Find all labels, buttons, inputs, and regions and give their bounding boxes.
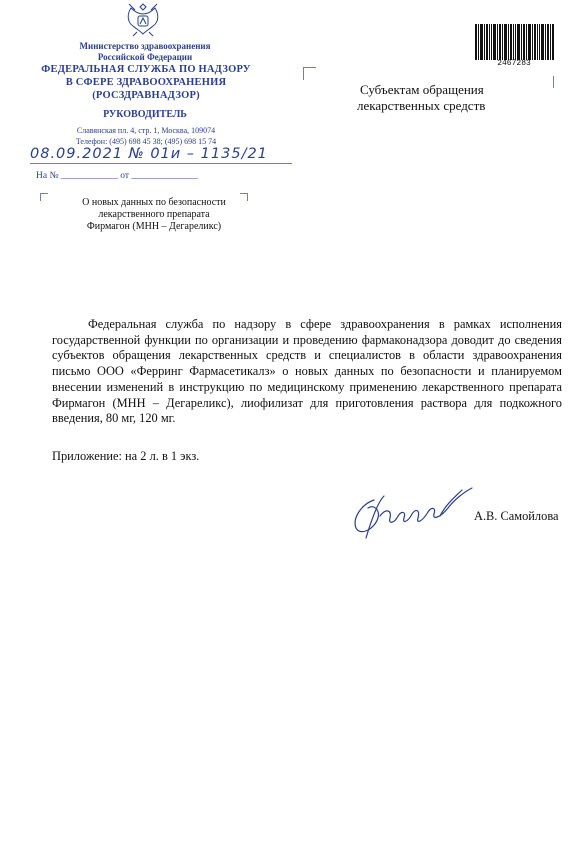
service-line: ФЕДЕРАЛЬНАЯ СЛУЖБА ПО НАДЗОРУ xyxy=(41,64,251,75)
service-line: (РОСЗДРАВНАДЗОР) xyxy=(92,90,200,101)
barcode-number: 2467283 xyxy=(497,59,531,68)
subject-line: лекарственного препарата xyxy=(98,209,210,220)
subject-line: О новых данных по безопасности xyxy=(82,197,226,208)
signature-icon xyxy=(344,478,486,544)
addressee-line: лекарственных средств xyxy=(357,97,486,113)
service-name xyxy=(30,63,262,102)
addressee-bracket-right xyxy=(552,76,554,88)
contact-block xyxy=(30,125,262,147)
subject-line: Фирмагон (МНН – Дегареликс) xyxy=(86,221,222,232)
addressee-line: Субъектам обращения xyxy=(360,82,484,97)
appendix: Приложение: на 2 л. в 1 экз. xyxy=(52,449,200,463)
ministry-name xyxy=(40,41,250,63)
reference-line: На № ____________ от ______________ xyxy=(36,171,198,181)
addressee-bracket-left xyxy=(303,67,316,80)
ministry-line: Министерство здравоохранения xyxy=(79,41,211,51)
body-text: Федеральная служба по надзору в сфере здравоохранения в рамках исполнения государственной функции по организации и проведению фармаконадзора доводит до сведения субъектов обращения лекарственных средств и специалистов в области здравоохранения письмо ООО «Ферринг Фармасетикалз» о новых данных по безопасности и планируемом внесении изменений в инструкцию по медицинскому применению лекарственного препарата Фирмагон (МНН – Дегареликс), лиофилизат для приготовления раствора для подкожного введения, 80 мг, 120 мг. xyxy=(52,317,562,426)
phone: Телефон: (495) 698 45 38; (495) 698 15 74 xyxy=(75,137,217,146)
barcode-icon xyxy=(474,24,554,60)
service-line: В СФЕРЕ ЗДРАВООХРАНЕНИЯ xyxy=(65,77,227,88)
outgoing-date-number: 08.09.2021 № 01и – 1135/21 xyxy=(30,146,268,162)
address: Славянская пл. 4, стр. 1, Москва, 109074 xyxy=(76,126,216,135)
coat-of-arms-icon xyxy=(123,0,163,38)
head-title: РУКОВОДИТЕЛЬ xyxy=(103,109,187,120)
subject xyxy=(64,197,244,233)
signer-name: А.В. Самойлова xyxy=(474,509,559,523)
date-underline xyxy=(30,163,292,164)
ministry-line: Российской Федерации xyxy=(97,52,193,62)
subject-bracket-left xyxy=(40,193,48,201)
addressee xyxy=(357,82,537,113)
